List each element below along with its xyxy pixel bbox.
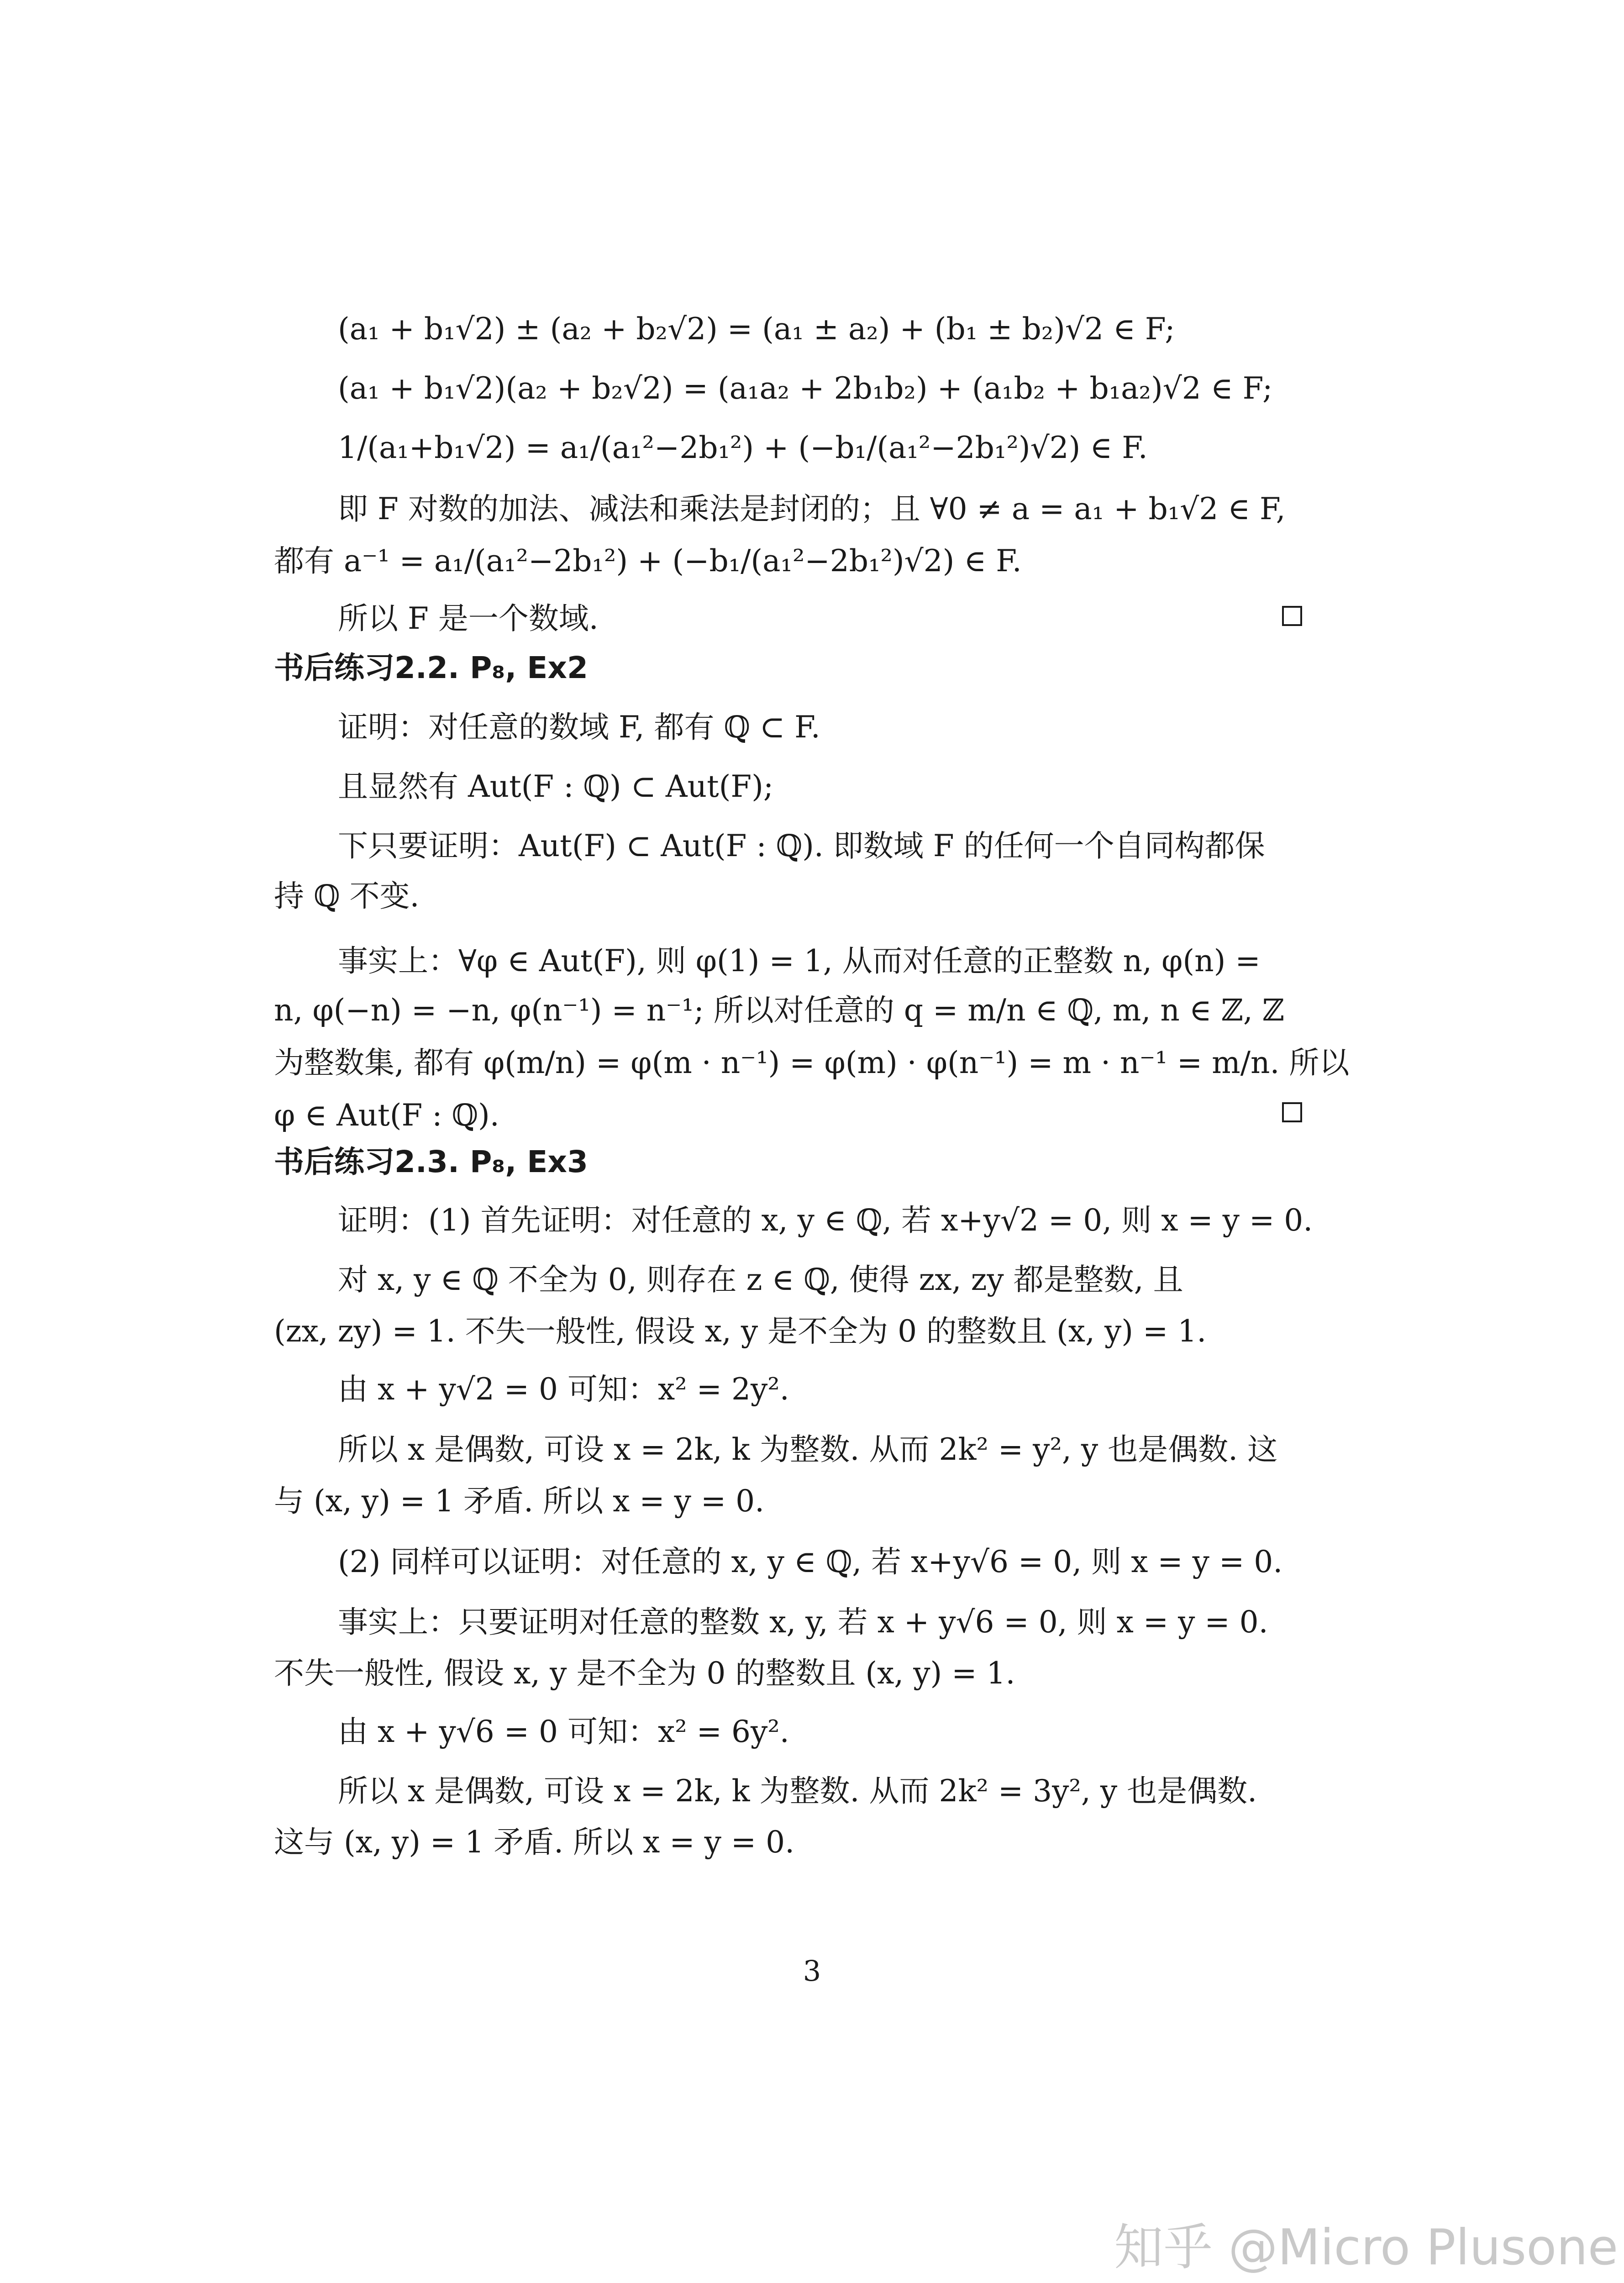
proof-line: 持 ℚ 不变. — [274, 878, 420, 914]
proof-line: 所以 x 是偶数, 可设 x = 2k, k 为整数. 从而 2k² = y², y 也是偶数. 这 — [338, 1432, 1278, 1467]
exercise-heading-2-2: 书后练习2.2. P₈, Ex2 — [274, 650, 588, 685]
proof-line: 下只要证明：Aut(F) ⊂ Aut(F : ℚ). 即数域 F 的任何一个自同构都保 — [338, 828, 1265, 863]
conclusion-number-field: 所以 F 是一个数域. — [338, 601, 599, 636]
proof-line: 为整数集, 都有 φ(m/n) = φ(m · n⁻¹) = φ(m) · φ(n⁻¹) = m · n⁻¹ = m/n. 所以 — [274, 1045, 1350, 1080]
proof-line: 且显然有 Aut(F : ℚ) ⊂ Aut(F); — [338, 769, 774, 804]
equation-sum-difference: (a₁ + b₁√2) ± (a₂ + b₂√2) = (a₁ ± a₂) + (b₁ ± b₂)√2 ∈ F; — [338, 311, 1175, 347]
proof-line: 对 x, y ∈ ℚ 不全为 0, 则存在 z ∈ ℚ, 使得 zx, zy 都是整数, 且 — [338, 1262, 1183, 1297]
proof-line: (2) 同样可以证明：对任意的 x, y ∈ ℚ, 若 x+y√6 = 0, 则 x = y = 0. — [338, 1544, 1283, 1579]
proof-line: n, φ(−n) = −n, φ(n⁻¹) = n⁻¹; 所以对任意的 q = m/n ∈ ℚ, m, n ∈ ℤ, ℤ — [274, 993, 1285, 1028]
closure-statement: 即 F 对数的加法、减法和乘法是封闭的；且 ∀0 ≠ a = a₁ + b₁√2 ∈ F, — [338, 491, 1286, 526]
equation-product: (a₁ + b₁√2)(a₂ + b₂√2) = (a₁a₂ + 2b₁b₂) + (a₁b₂ + b₁a₂)√2 ∈ F; — [338, 371, 1273, 406]
page-number: 3 — [803, 1954, 821, 1988]
proof-line: 证明：(1) 首先证明：对任意的 x, y ∈ ℚ, 若 x+y√2 = 0, 则 x = y = 0. — [338, 1203, 1313, 1238]
watermark-logo: 知乎 @Micro Plusone — [1114, 2219, 1619, 2276]
proof-line: 事实上：∀φ ∈ Aut(F), 则 φ(1) = 1, 从而对任意的正整数 n, φ(n) = — [338, 943, 1261, 978]
proof-line: 这与 (x, y) = 1 矛盾. 所以 x = y = 0. — [274, 1825, 795, 1860]
qed-box-1 — [1282, 606, 1302, 626]
equation-inverse: 1/(a₁+b₁√2) = a₁/(a₁²−2b₁²) + (−b₁/(a₁²−2b₁²)√2) ∈ F. — [338, 430, 1148, 465]
proof-line: 由 x + y√2 = 0 可知：x² = 2y². — [338, 1372, 789, 1407]
exercise-heading-2-3: 书后练习2.3. P₈, Ex3 — [274, 1144, 588, 1179]
proof-line: 不失一般性, 假设 x, y 是不全为 0 的整数且 (x, y) = 1. — [274, 1656, 1015, 1691]
proof-line: 由 x + y√6 = 0 可知：x² = 6y². — [338, 1714, 789, 1749]
proof-line: 证明：对任意的数域 F, 都有 ℚ ⊂ F. — [338, 710, 820, 745]
proof-line: (zx, zy) = 1. 不失一般性, 假设 x, y 是不全为 0 的整数且 (x, y) = 1. — [274, 1314, 1207, 1349]
inverse-statement: 都有 a⁻¹ = a₁/(a₁²−2b₁²) + (−b₁/(a₁²−2b₁²)√2) ∈ F. — [274, 543, 1022, 579]
qed-box-2 — [1282, 1102, 1302, 1122]
proof-line: 与 (x, y) = 1 矛盾. 所以 x = y = 0. — [274, 1483, 765, 1519]
proof-line: 事实上：只要证明对任意的整数 x, y, 若 x + y√6 = 0, 则 x = y = 0. — [338, 1604, 1268, 1640]
proof-line: φ ∈ Aut(F : ℚ). — [274, 1098, 499, 1133]
proof-line: 所以 x 是偶数, 可设 x = 2k, k 为整数. 从而 2k² = 3y², y 也是偶数. — [338, 1773, 1257, 1809]
